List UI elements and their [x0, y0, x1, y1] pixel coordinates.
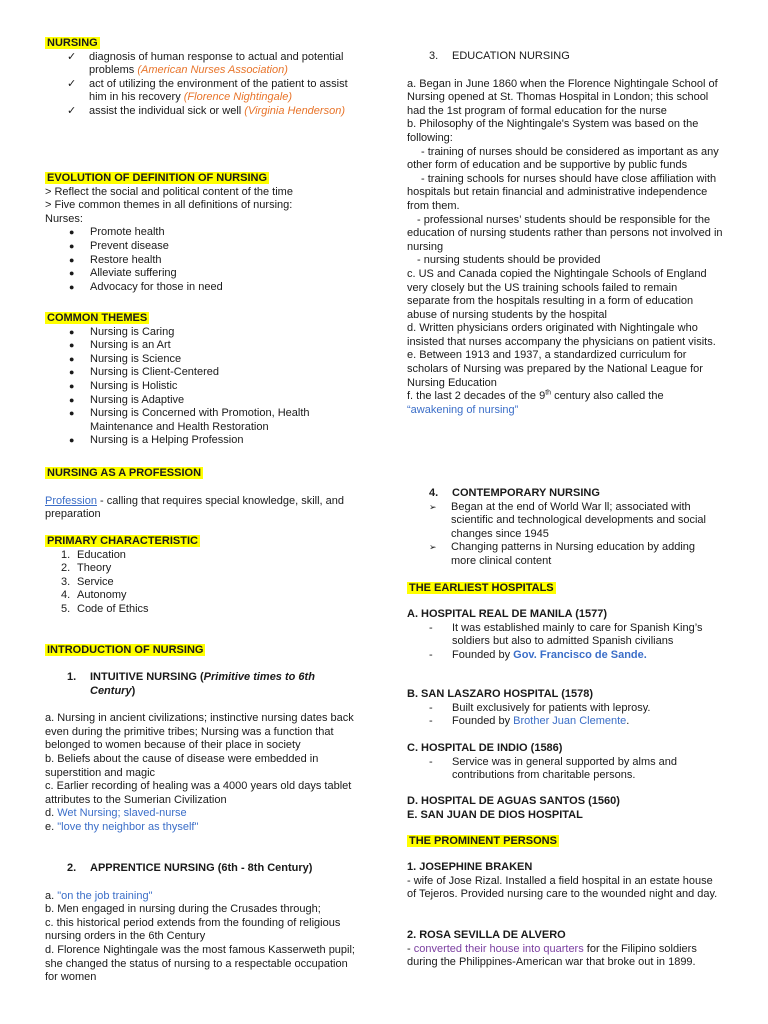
hospital-list: [407, 622, 723, 663]
person-title: 2. ROSA SEVILLA DE ALVERO: [407, 929, 566, 941]
persons-section: [407, 835, 723, 849]
hospital-list: [407, 756, 723, 783]
list-item: - Founded by Brother Juan Clemente.: [429, 715, 630, 728]
list-item: ➢ Changing patterns in Nursing education by adding more clinical content: [429, 541, 695, 567]
hospital-title: C. HOSPITAL DE INDIO (1586): [407, 742, 563, 754]
profession-heading: NURSING AS A PROFESSION: [47, 467, 202, 479]
apprentice-a: a. "on the job training": [45, 889, 153, 902]
intuitive-title: 1. INTUITIVE NURSING (Primitive times to 6th Century): [67, 671, 315, 697]
bullet-icon: ●: [69, 227, 75, 238]
list-item: ● Nursing is Adaptive: [69, 393, 185, 406]
bullet-icon: ●: [69, 340, 75, 351]
hospital-b: [407, 688, 723, 729]
list-item: ● Nursing is Concerned with Promotion, Health Maintenance and Health Restoration: [69, 407, 310, 433]
education-e: e. Between 1913 and 1937, a standardized curriculum for scholars of Nursing was prepared by the National League for Nursing Education: [407, 349, 703, 389]
education-b3: - professional nurses’ students should be responsible for the education of nursing students rather than persons not involved in nursing: [407, 213, 723, 253]
evolution-section: [45, 172, 363, 294]
list-item: ● Nursing is a Helping Profession: [69, 434, 244, 447]
education-a: a. Began in June 1860 when the Florence Nightingale School of Nursing opened at St. Thomas Hospital in London; this school had the 1st program of formal education for the nurse: [407, 77, 718, 117]
bullet-icon: ●: [69, 353, 75, 364]
apprentice-nursing: [45, 862, 363, 985]
contemporary-list: [407, 501, 723, 569]
person-1: [407, 861, 723, 902]
list-item: ● Prevent disease: [69, 239, 169, 252]
intuitive-d: d. Wet Nursing; slaved-nurse: [45, 807, 187, 820]
education-f: f. the last 2 decades of the 9th century also called the: [407, 389, 664, 403]
person-2: [407, 929, 723, 970]
contemporary-title: 4. CONTEMPORARY NURSING: [429, 487, 600, 499]
list-item: ✓ assist the individual sick or well (Virginia Henderson): [67, 104, 345, 117]
list-item: ● Promote health: [69, 226, 165, 239]
intuitive-e: e. "love thy neighbor as thyself": [45, 820, 199, 833]
list-item: ● Advocacy for those in need: [69, 280, 223, 293]
apprentice-c: c. this historical period extends from the founding of religious nursing orders in the 6th Century: [45, 916, 341, 943]
education-b4: - nursing students should be provided: [417, 254, 601, 267]
primary-list: [45, 549, 363, 617]
education-b2: - training schools for nurses should have close affiliation with hospitals but retain financial and administrative independence from them.: [407, 172, 717, 212]
list-item: ✓ act of utilizing the environment of the patient to assist him in his recovery (Florence Nightingale): [67, 77, 348, 104]
evolution-heading: EVOLUTION OF DEFINITION OF NURSING: [47, 172, 267, 184]
list-item: - It was established mainly to care for Spanish King’s soldiers but also to admitted Spanish civilians: [429, 621, 703, 648]
education-nursing: [407, 50, 723, 417]
bullet-icon: ●: [69, 254, 75, 265]
bullet-icon: ●: [69, 394, 75, 405]
evolution-line: Nurses:: [45, 212, 83, 225]
profession-definition: Profession - calling that requires special knowledge, skill, and preparation: [45, 494, 345, 521]
nursing-section: [45, 37, 363, 119]
nurses-list: [45, 226, 363, 294]
list-item: ● Nursing is Caring: [69, 325, 175, 338]
list-item: 4. Autonomy: [61, 589, 127, 602]
bullet-icon: ●: [69, 367, 75, 378]
hospitals-heading: THE EARLIEST HOSPITALS: [409, 582, 554, 594]
evolution-line: > Reflect the social and political content of the time: [45, 185, 293, 198]
profession-section: [45, 467, 363, 522]
list-item: ➢ Began at the end of World War ll; associated with scientific and technological developments and social changes since 1945: [429, 500, 706, 540]
list-item: ● Restore health: [69, 253, 162, 266]
primary-heading: PRIMARY CHARACTERISTIC: [47, 535, 198, 547]
intuitive-nursing: [45, 671, 363, 835]
hospital-c: [407, 742, 723, 783]
apprentice-d: d. Florence Nightingale was the most famous Kasserweth pupil; she changed the status of nursing to a respectable occupation for women: [45, 943, 355, 984]
contemporary-nursing: [407, 487, 723, 569]
list-item: - Service was in general supported by alms and contributions from charitable persons.: [429, 755, 678, 782]
hospital-title: B. SAN LASZARO HOSPITAL (1578): [407, 688, 594, 700]
list-item: 3. Service: [61, 575, 114, 588]
list-item: 1. Education: [61, 548, 126, 561]
bullet-icon: ●: [69, 268, 75, 279]
person-title: 1. JOSEPHINE BRAKEN: [407, 861, 533, 873]
bullet-icon: ●: [69, 435, 75, 446]
list-item: ✓ diagnosis of human response to actual and potential problems (American Nurses Association): [67, 50, 344, 77]
education-title: 3. EDUCATION NURSING: [429, 50, 570, 62]
intro-heading: INTRODUCTION OF NURSING: [47, 644, 204, 656]
education-b: b. Philosophy of the Nightingale's System was based on the following:: [407, 118, 699, 144]
nursing-definitions: [45, 51, 363, 119]
list-item: 2. Theory: [61, 562, 112, 575]
evolution-line: > Five common themes in all definitions of nursing:: [45, 199, 293, 212]
education-b1: - training of nurses should be considered as important as any other form of education and be supportive by public funds: [407, 145, 719, 172]
intuitive-a: a. Nursing in ancient civilizations; instinctive nursing dates back even during the primitive tribes; Nursing was a function that belonged to women because of their place in society: [45, 712, 354, 752]
check-icon: ✓: [67, 50, 77, 63]
person-text: - converted their house into quarters for the Filipino soldiers during the Philippines-American war that broke out in 1899.: [407, 942, 697, 969]
profession-term: Profession: [45, 494, 97, 507]
common-themes-heading: COMMON THEMES: [47, 312, 148, 324]
arrow-icon: ➢: [429, 501, 437, 512]
themes-list: [45, 326, 363, 448]
list-item: ● Nursing is Client-Centered: [69, 366, 219, 379]
list-item: ● Nursing is Holistic: [69, 379, 178, 392]
hospital-list: [407, 702, 723, 729]
hospitals-section: [407, 582, 723, 596]
intuitive-c: c. Earlier recording of healing was a 4000 years old days tablet attributes to the Sumerian Civilization: [45, 780, 352, 806]
list-item: ● Nursing is Science: [69, 352, 182, 365]
check-icon: ✓: [67, 104, 77, 117]
hospital-title: A. HOSPITAL REAL DE MANILA (1577): [407, 608, 608, 620]
persons-heading: THE PROMINENT PERSONS: [409, 835, 557, 847]
arrow-icon: ➢: [429, 542, 437, 553]
primary-characteristic-section: [45, 535, 363, 617]
bullet-icon: ●: [69, 281, 75, 292]
apprentice-title: 2. APPRENTICE NURSING (6th - 8th Century): [67, 862, 313, 874]
common-themes-section: [45, 312, 363, 448]
apprentice-b: b. Men engaged in nursing during the Crusades through;: [45, 903, 321, 916]
bullet-icon: ●: [69, 326, 75, 337]
hospital-d-e: [407, 795, 723, 822]
intro-section: [45, 644, 363, 658]
intuitive-b: b. Beliefs about the cause of disease were embedded in superstition and magic: [45, 752, 319, 779]
check-icon: ✓: [67, 77, 77, 90]
education-f-quote: “awakening of nursing”: [407, 403, 519, 416]
list-item: ● Alleviate suffering: [69, 267, 177, 280]
list-item: 5. Code of Ethics: [61, 602, 149, 615]
nursing-heading: NURSING: [47, 37, 98, 49]
bullet-icon: ●: [69, 380, 75, 391]
hospital-title: D. HOSPITAL DE AGUAS SANTOS (1560): [407, 795, 620, 807]
education-c: c. US and Canada copied the Nightingale Schools of England very closely but the US training schools failed to remain separate from the hospitals resulting in a form of education abuse of nursing students by the hospital: [407, 267, 707, 321]
person-text: - wife of Jose Rizal. Installed a field hospital in an estate house of Tejeros. Provided nursing care to the wounded night and day.: [407, 874, 718, 901]
bullet-icon: ●: [69, 240, 75, 251]
hospital-a: [407, 608, 723, 662]
education-d: d. Written physicians orders originated with Nightingale who insisted that nurses accompany the physicians on patient visits.: [407, 322, 716, 348]
list-item: ● Nursing is an Art: [69, 339, 171, 352]
list-item: - Founded by Gov. Francisco de Sande.: [429, 648, 647, 661]
hospital-title: E. SAN JUAN DE DIOS HOSPITAL: [407, 808, 583, 821]
list-item: - Built exclusively for patients with leprosy.: [429, 701, 651, 714]
bullet-icon: ●: [69, 408, 75, 419]
